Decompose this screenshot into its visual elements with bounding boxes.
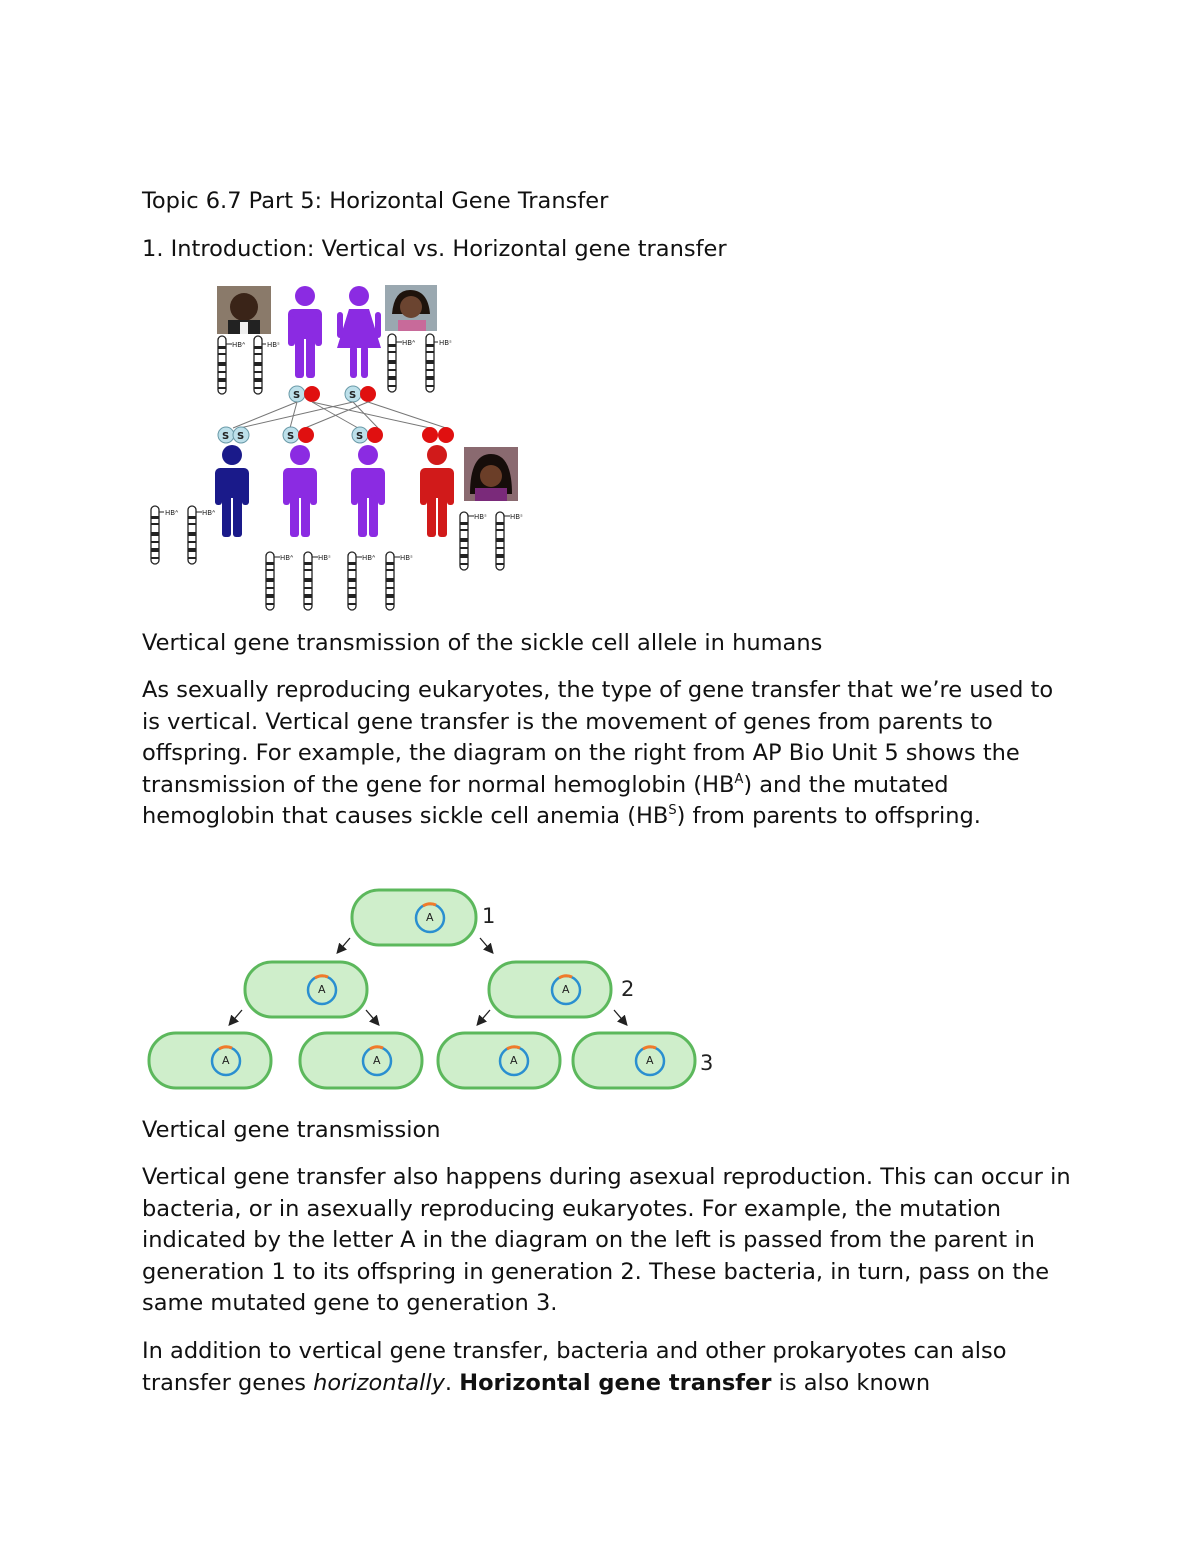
svg-text:HBˢ: HBˢ (474, 513, 487, 521)
svg-text:HBᴬ: HBᴬ (280, 554, 294, 562)
svg-text:A: A (510, 1054, 518, 1067)
child1-figure (215, 445, 249, 537)
bacterium-gen3-2 (300, 1033, 422, 1088)
svg-text:S: S (293, 390, 301, 401)
child4-alleles (422, 427, 454, 443)
bacterium-gen3-1 (149, 1033, 271, 1088)
bacteria-transmission-figure (140, 880, 730, 1100)
bacterium-gen2-left (245, 962, 367, 1017)
svg-text:A: A (373, 1054, 381, 1067)
child4-chromosomes (460, 512, 523, 570)
paragraph-vertical-transfer: As sexually reproducing eukaryotes, the type of gene transfer that we’re used to is vertical. Vertical gene transfer is the movement of genes from parents to offspring. For example, the diagram on the right from AP Bio Unit 5 shows the transmission of the gene for normal hemoglobin $(HB^A)$ and the mutated hemoglobin that causes sickle cell anemia $(HB^S)$ from parents to offspring. (142, 677, 1054, 829)
svg-text:HBᴬ: HBᴬ (232, 341, 246, 349)
svg-text:A: A (222, 1054, 230, 1067)
mother-photo (385, 285, 437, 331)
svg-text:HBᴬ: HBᴬ (362, 554, 376, 562)
bacterium-gen3-4 (573, 1033, 695, 1088)
svg-text:HBˢ: HBˢ (318, 554, 331, 562)
child2-figure (283, 445, 317, 537)
child3-figure (351, 445, 385, 537)
generation-label-1: 1 (482, 904, 496, 928)
paragraph-horizontal-intro: In addition to vertical gene transfer, bacteria and other prokaryotes can also transfer genes horizontally. Horizontal gene transfer is also known (142, 1338, 1007, 1396)
svg-text:A: A (318, 983, 326, 996)
child4-photo (464, 447, 518, 501)
svg-text:HBˢ: HBˢ (439, 339, 452, 347)
bacterium-gen3-3 (438, 1033, 560, 1088)
svg-text:A: A (426, 911, 434, 924)
child4-figure (420, 445, 454, 537)
svg-text:HBˢ: HBˢ (400, 554, 413, 562)
svg-text:A: A (646, 1054, 654, 1067)
svg-text:S: S (237, 431, 245, 442)
father-chromosomes (218, 336, 280, 394)
figure1-caption: Vertical gene transmission of the sickle cell allele in humans (142, 630, 823, 656)
father-alleles (289, 386, 320, 402)
child3-alleles (352, 427, 383, 443)
bacterium-gen2-right (489, 962, 611, 1017)
father-photo (217, 286, 271, 334)
svg-text:HBᴬ: HBᴬ (402, 339, 416, 347)
mother-figure (337, 286, 381, 378)
generation-label-3: 3 (700, 1051, 714, 1075)
generation-label-2: 2 (621, 977, 635, 1001)
svg-text:S: S (349, 390, 357, 401)
svg-text:A: A (562, 983, 570, 996)
bacterium-gen1 (352, 890, 476, 945)
inheritance-lines (233, 402, 446, 428)
figure2-caption: Vertical gene transmission (142, 1117, 441, 1143)
child2-chromosomes (266, 552, 331, 610)
mother-alleles (345, 386, 376, 402)
sickle-cell-pedigree-figure (140, 280, 540, 616)
svg-text:HBˢ: HBˢ (267, 341, 280, 349)
child1-alleles (218, 427, 249, 443)
child2-alleles (283, 427, 314, 443)
section-heading: 1. Introduction: Vertical vs. Horizontal gene transfer (142, 236, 727, 262)
mother-chromosomes (388, 334, 452, 392)
svg-text:HBˢ: HBˢ (510, 513, 523, 521)
child1-chromosomes (151, 506, 215, 564)
svg-text:S: S (356, 431, 364, 442)
svg-text:S: S (287, 431, 295, 442)
page-title: Topic 6.7 Part 5: Horizontal Gene Transfer (142, 188, 609, 214)
svg-text:HBᴬ: HBᴬ (202, 509, 216, 517)
svg-text:HBᴬ: HBᴬ (165, 509, 179, 517)
paragraph-asexual-transfer: Vertical gene transfer also happens during asexual reproduction. This can occur in bacteria, or in asexually reproducing eukaryotes. For example, the mutation indicated by the letter A in the diagram on the left is passed from the parent in generation 1 to its offspring in generation 2. These bacteria, in turn, pass on the same mutated gene to generation 3. (142, 1164, 1071, 1316)
svg-text:S: S (222, 431, 230, 442)
father-figure (288, 286, 322, 378)
child3-chromosomes (348, 552, 413, 610)
